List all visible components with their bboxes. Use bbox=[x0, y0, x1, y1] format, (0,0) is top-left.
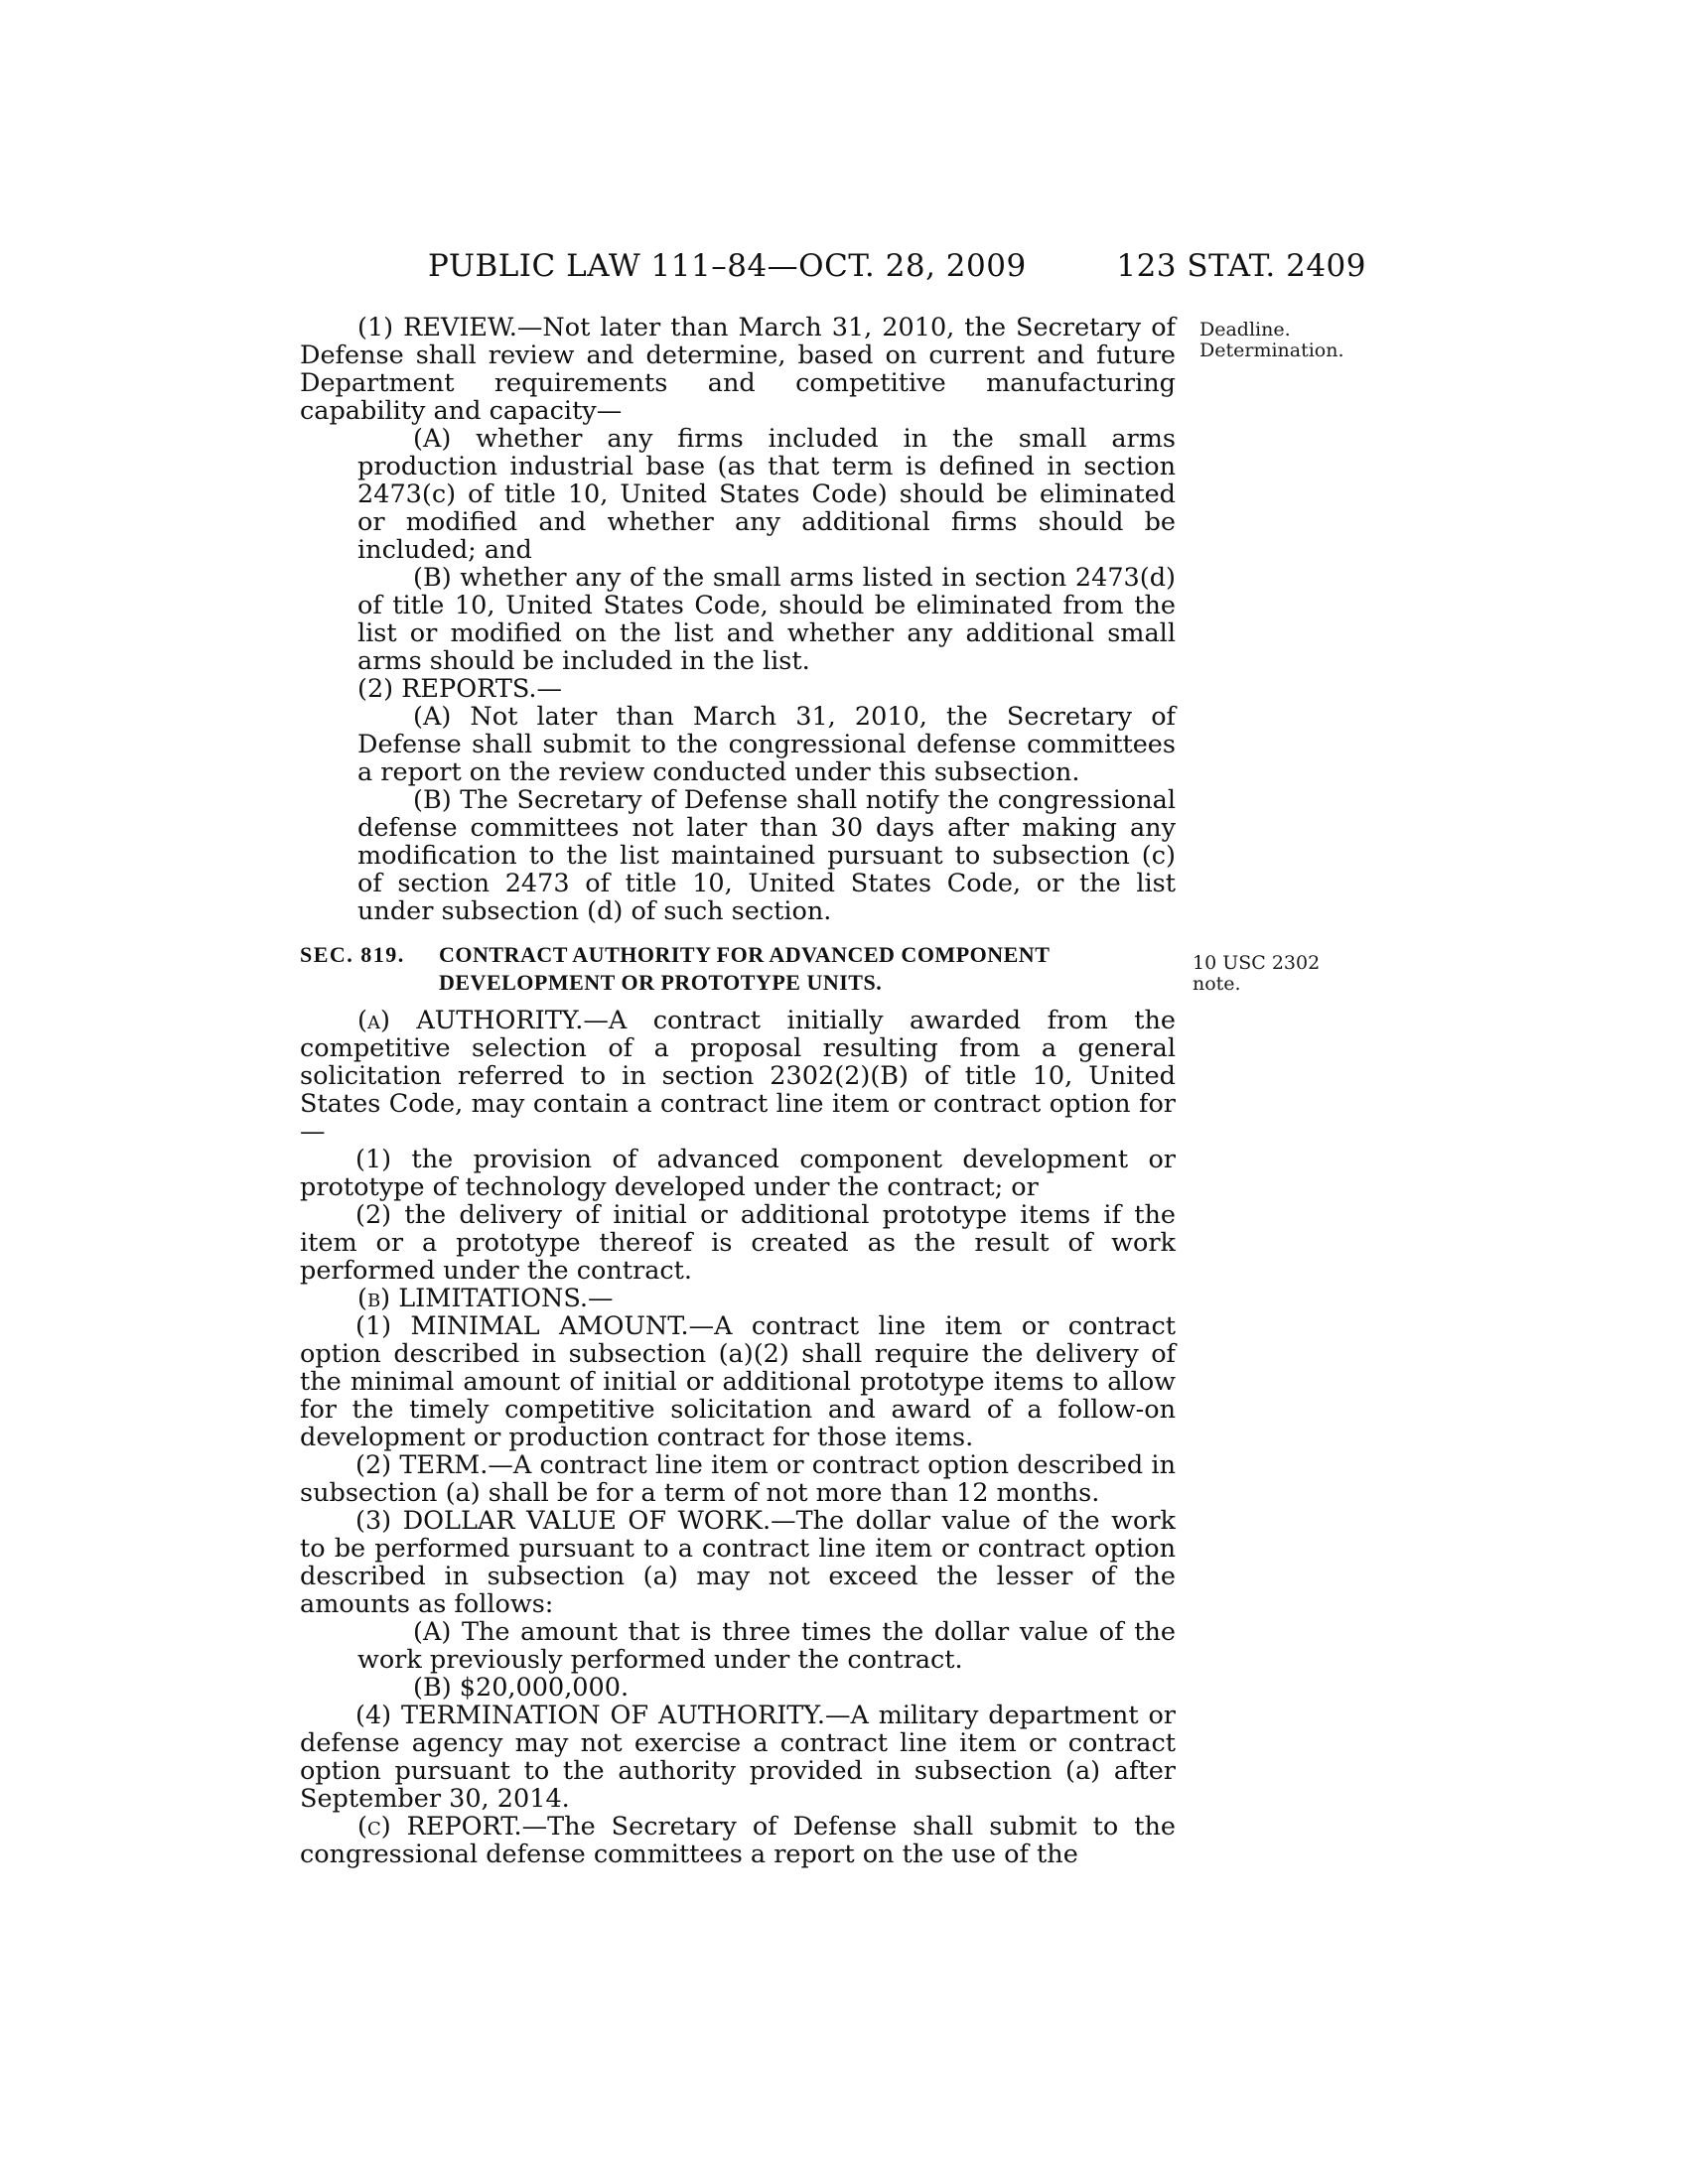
paragraph-text: —A contract line item or contract option described in subsection (a)(2) shall require the delivery of the minimal amount of initial or additional prototype items to allow for the timely competitive solicitation and award of a follow-on development or production contract for those items. bbox=[300, 1311, 1176, 1452]
paragraph-review-b: (B) whether any of the small arms listed in section 2473(d) of title 10, United States Code, should be eliminated from the list or modified on the list and whether any additional small arms should be included in the list. bbox=[357, 563, 1176, 676]
margin-note-line: Deadline. bbox=[1199, 319, 1291, 341]
paragraph-termination bbox=[242, 1702, 1176, 1813]
paragraph-authority-2: (2) the delivery of initial or additional prototype items if the item or a prototype thereof is created as the result of work performed under the contract. bbox=[300, 1200, 1176, 1286]
public-law-title: PUBLIC LAW 111–84—OCT. 28, 2009 bbox=[428, 248, 1027, 284]
paragraph-heading: (1) REVIEW. bbox=[357, 313, 517, 342]
paragraph-reports bbox=[300, 675, 1176, 703]
document-body bbox=[300, 314, 1176, 1868]
paragraph-limitations bbox=[300, 1285, 1176, 1312]
paragraph-text: —Not later than March 31, 2010, the Secretary of Defense shall review and determine, based on current and future Department requirements and competitive manufacturing capability and capacity— bbox=[300, 313, 1176, 426]
paragraph-text: — bbox=[588, 1284, 614, 1313]
paragraph-dollar-value-b: (B) $20,000,000. bbox=[413, 1673, 630, 1703]
paragraph-text: —A military department or defense agency may not exercise a contract line item or contract option pursuant to the authority provided in subsection (a) after September 30, 2014. bbox=[300, 1701, 1176, 1814]
margin-note-line: Determination. bbox=[1199, 340, 1344, 361]
margin-note-line: note. bbox=[1193, 973, 1241, 995]
paragraph-report bbox=[300, 1813, 1176, 1868]
paragraph-text: — bbox=[536, 674, 563, 704]
paragraph-heading: (b) LIMITATIONS. bbox=[357, 1284, 589, 1313]
paragraph-dollar-value bbox=[242, 1507, 1176, 1618]
section-title-line: CONTRACT AUTHORITY FOR ADVANCED COMPONENT bbox=[439, 942, 1051, 967]
paragraph-heading: (1) MINIMAL AMOUNT. bbox=[355, 1311, 689, 1341]
paragraph-heading: (3) DOLLAR VALUE OF WORK. bbox=[355, 1506, 772, 1536]
paragraph-text: —A contract initially awarded from the competitive selection of a proposal resulting from a general solicitation referred to in section 2302(2)(B) of title 10, United States Code, may contain a contract line item or contract option for— bbox=[300, 1006, 1176, 1147]
section-title-line: DEVELOPMENT OR PROTOTYPE UNITS. bbox=[439, 970, 883, 995]
section-title bbox=[439, 941, 1176, 997]
paragraph-text: —A contract line item or contract option described in subsection (a) shall be for a term of not more than 12 months. bbox=[300, 1450, 1176, 1508]
statute-page-number: 123 STAT. 2409 bbox=[1116, 248, 1366, 284]
paragraph-heading: (4) TERMINATION OF AUTHORITY. bbox=[355, 1701, 825, 1730]
paragraph-authority-1: (1) the provision of advanced component development or prototype of technology developed under the contract; or bbox=[300, 1145, 1176, 1202]
margin-note-usc bbox=[1193, 953, 1320, 995]
section-heading bbox=[300, 941, 1176, 997]
paragraph-text: —The dollar value of the work to be performed pursuant to a contract line item or contract option described in subsection (a) may not exceed the lesser of the amounts as follows: bbox=[300, 1506, 1176, 1619]
paragraph-term bbox=[242, 1451, 1176, 1507]
paragraph-review-a: (A) whether any firms included in the small arms production industrial base (as that term is defined in section 2473(c) of title 10, United States Code) should be eliminated or modified and whether any additional firms should be included; and bbox=[357, 424, 1176, 565]
paragraph-heading: (c) REPORT. bbox=[357, 1812, 522, 1842]
paragraph-dollar-value-a: (A) The amount that is three times the dollar value of the work previously performed under the contract. bbox=[357, 1617, 1176, 1675]
section-number: SEC. 819. bbox=[300, 942, 405, 967]
spacer bbox=[300, 925, 1176, 941]
paragraph-review bbox=[242, 314, 1176, 425]
paragraph-reports-b: (B) The Secretary of Defense shall notify the congressional defense committees not later than 30 days after making any modification to the list maintained pursuant to subsection (c) of section 2473 of title 10, United States Code, or the list under subsection (d) of such section. bbox=[357, 785, 1176, 926]
paragraph-heading: (a) AUTHORITY. bbox=[357, 1006, 584, 1035]
margin-note-line: 10 USC 2302 bbox=[1193, 952, 1321, 974]
margin-note-deadline bbox=[1199, 320, 1344, 361]
page-header bbox=[298, 248, 1366, 288]
paragraph-authority bbox=[300, 1007, 1176, 1146]
paragraph-heading: (2) TERM. bbox=[355, 1450, 489, 1480]
paragraph-reports-a: (A) Not later than March 31, 2010, the Secretary of Defense shall submit to the congressional defense committees a report on the review conducted under this subsection. bbox=[357, 702, 1176, 787]
paragraph-minimal-amount bbox=[242, 1312, 1176, 1451]
paragraph-text: —The Secretary of Defense shall submit to the congressional defense committees a report on the use of the bbox=[300, 1812, 1176, 1869]
paragraph-heading: (2) REPORTS. bbox=[357, 674, 537, 704]
